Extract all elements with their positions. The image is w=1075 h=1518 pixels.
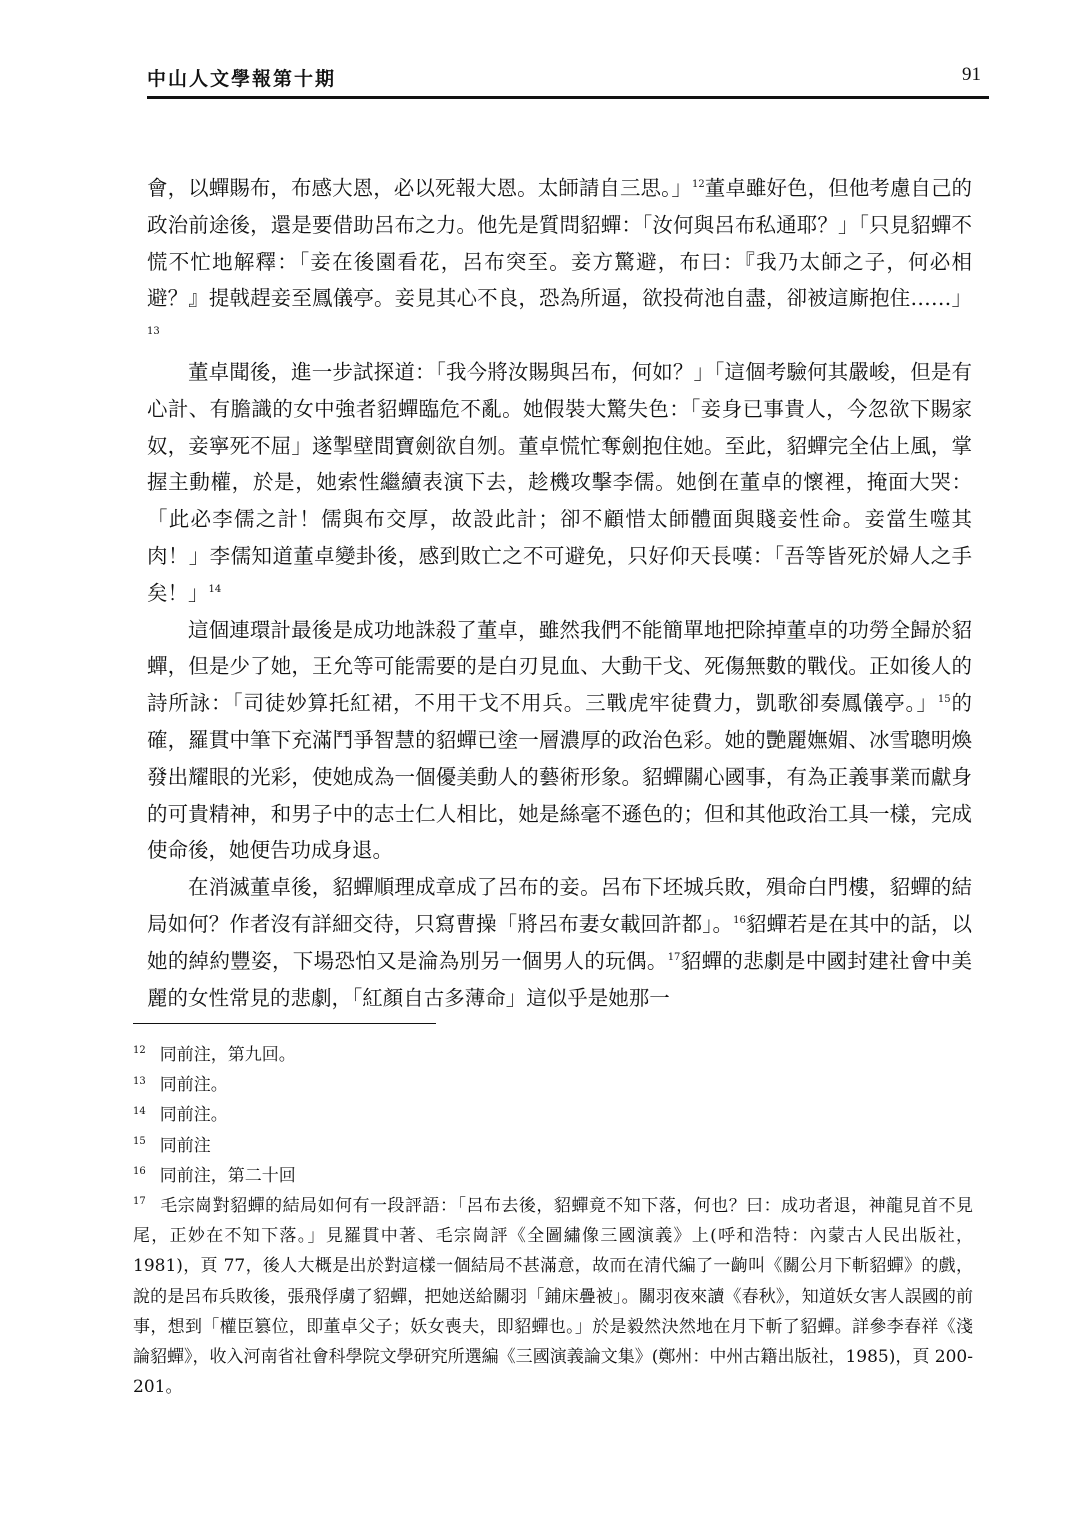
footnote-text: 同前注。 bbox=[159, 1075, 228, 1096]
footnote-ref-16: 16 bbox=[733, 915, 746, 927]
footnote-text: 同前注。 bbox=[159, 1105, 228, 1126]
running-header bbox=[147, 60, 989, 100]
paragraph-1-text-1: 會，以蟬賜布，布感大恩，必以死報大恩。太師請自三思。」 bbox=[147, 176, 692, 200]
paragraph-4-text-1: 在消滅董卓後，貂蟬順理成章成了呂布的妾。呂布下坯城兵敗，殞命白門樓，貂蟬的結局如何？作者沒有詳細交待，只寫曹操「將呂布妻女載回許都」。 bbox=[147, 875, 972, 936]
footnote-ref-13: 13 bbox=[147, 326, 160, 338]
footnote-number: 17 bbox=[133, 1196, 146, 1208]
footnote-15 bbox=[133, 1131, 973, 1161]
footnote-ref-12: 12 bbox=[691, 179, 705, 191]
footnote-text: 同前注，第二十回 bbox=[159, 1165, 296, 1186]
body-text bbox=[147, 170, 972, 1016]
footnotes bbox=[133, 1040, 973, 1402]
footnote-number: 13 bbox=[133, 1075, 146, 1087]
paragraph-2 bbox=[147, 354, 972, 612]
footnote-ref-14: 14 bbox=[208, 583, 222, 595]
footnote-number: 15 bbox=[133, 1135, 146, 1147]
paragraph-2-text-1: 董卓聞後，進一步試探道：「我今將汝賜與呂布，何如？」「這個考驗何其嚴峻，但是有心計、有膽識的女中強者貂蟬臨危不亂。她假裝大驚失色：「妾身已事貴人，今忽欲下賜家奴，妾寧死不屈」遂掣壁間寶劍欲自刎。董卓慌忙奪劍抱住她。至此，貂蟬完全佔上風，掌握主動權，於是，她索性繼續表演下去，趁機攻擊李儒。她倒在董卓的懷裡，掩面大哭：「此必李儒之計！儒與布交厚，故設此計；卻不顧惜太師體面與賤妾性命。妾當生噬其肉！」李儒知道董卓變卦後，感到敗亡之不可避免，只好仰天長嘆：「吾等皆死於婦人之手矣！」 bbox=[147, 359, 972, 605]
footnote-12 bbox=[133, 1040, 973, 1070]
footnote-text: 同前注 bbox=[159, 1135, 211, 1156]
paragraph-3-text-2: 的確，羅貫中筆下充滿鬥爭智慧的貂蟬已塗一層濃厚的政治色彩。她的艷麗嫵媚、冰雪聰明煥發出耀眼的光彩，使她成為一個優美動人的藝術形象。貂蟬關心國事，有為正義事業而獻身的可貴精神，和男子中的志士仁人相比，她是絲毫不遜色的；但和其他政治工具一樣，完成使命後，她便告功成身退。 bbox=[147, 691, 973, 863]
footnote-13 bbox=[133, 1070, 973, 1100]
footnote-text: 同前注，第九回。 bbox=[159, 1045, 296, 1065]
footnote-number: 16 bbox=[133, 1166, 146, 1178]
footnote-17 bbox=[133, 1191, 973, 1402]
footnote-ref-17: 17 bbox=[667, 951, 681, 963]
footnote-ref-15: 15 bbox=[937, 694, 951, 706]
paragraph-1-text-2: 董卓雖好色，但他考慮自己的政治前途後，還是要借助呂布之力。他先是質問貂蟬：「汝何與呂布私通耶？」「只見貂蟬不慌不忙地解釋：「妾在後園看花，呂布突至。妾方驚避，布曰：『我乃太師之子，何必相避？』提戟趕妾至鳳儀亭。妾見其心不良，恐為所逼，欲投荷池自盡，卻被這廝抱住……」 bbox=[147, 176, 973, 311]
paragraph-4 bbox=[147, 869, 972, 1016]
paragraph-3-text-1: 這個連環計最後是成功地誅殺了董卓，雖然我們不能簡單地把除掉董卓的功勞全歸於貂蟬，但是少了她，王允等可能需要的是白刃見血、大動干戈、死傷無數的戰伐。正如後人的詩所詠：「司徒妙算托紅裙，不用干戈不用兵。三戰虎牢徒費力，凱歌卻奏鳳儀亭。」 bbox=[147, 617, 972, 716]
footnote-number: 14 bbox=[133, 1105, 146, 1117]
journal-title: 中山人文學報第十期 bbox=[147, 68, 337, 90]
footnote-text: 毛宗崗對貂蟬的結局如何有一段評語：「呂布去後，貂蟬竟不知下落，何也？曰：成功者退，神龍見首不見尾，正妙在不知下落。」見羅貫中著、毛宗崗評《全圖繡像三國演義》上(呼和浩特：內蒙古人民出版社，1981)，頁 77，後人大概是出於對這樣一個結局不甚滿意，故而在清代編了一齣叫《關公月下斬貂蟬》的戲，說的是呂布兵敗後，張飛俘虜了貂蟬，把她送給關羽「鋪床疊被」。關羽夜來讀《春秋》，知道妖女害人誤國的前事，想到「權臣篡位，即董卓父子；妖女喪夫，即貂蟬也。」於是毅然決然地在月下斬了貂蟬。詳參李春祥《淺論貂蟬》，收入河南省社會科學院文學研究所選編《三國演義論文集》(鄭州：中州古籍出版社，1985)，頁 200-201。 bbox=[133, 1196, 973, 1398]
header-rule bbox=[147, 96, 989, 99]
paragraph-4-text-2: 貂蟬若是在其中的話，以她的綽約豐姿，下場恐怕又是淪為別另一個男人的玩偶。 bbox=[147, 911, 973, 973]
paragraph-3 bbox=[147, 612, 972, 870]
footnote-16 bbox=[133, 1161, 973, 1191]
footnote-separator bbox=[133, 1023, 436, 1024]
paragraph-1 bbox=[147, 170, 972, 354]
footnote-14 bbox=[133, 1100, 973, 1130]
footnote-number: 12 bbox=[133, 1045, 146, 1057]
paragraph-4-text-3: 貂蟬的悲劇是中國封建社會中美麗的女性常見的悲劇，「紅顏自古多薄命」這似乎是她那一 bbox=[147, 948, 973, 1010]
page-number: 91 bbox=[962, 64, 981, 85]
